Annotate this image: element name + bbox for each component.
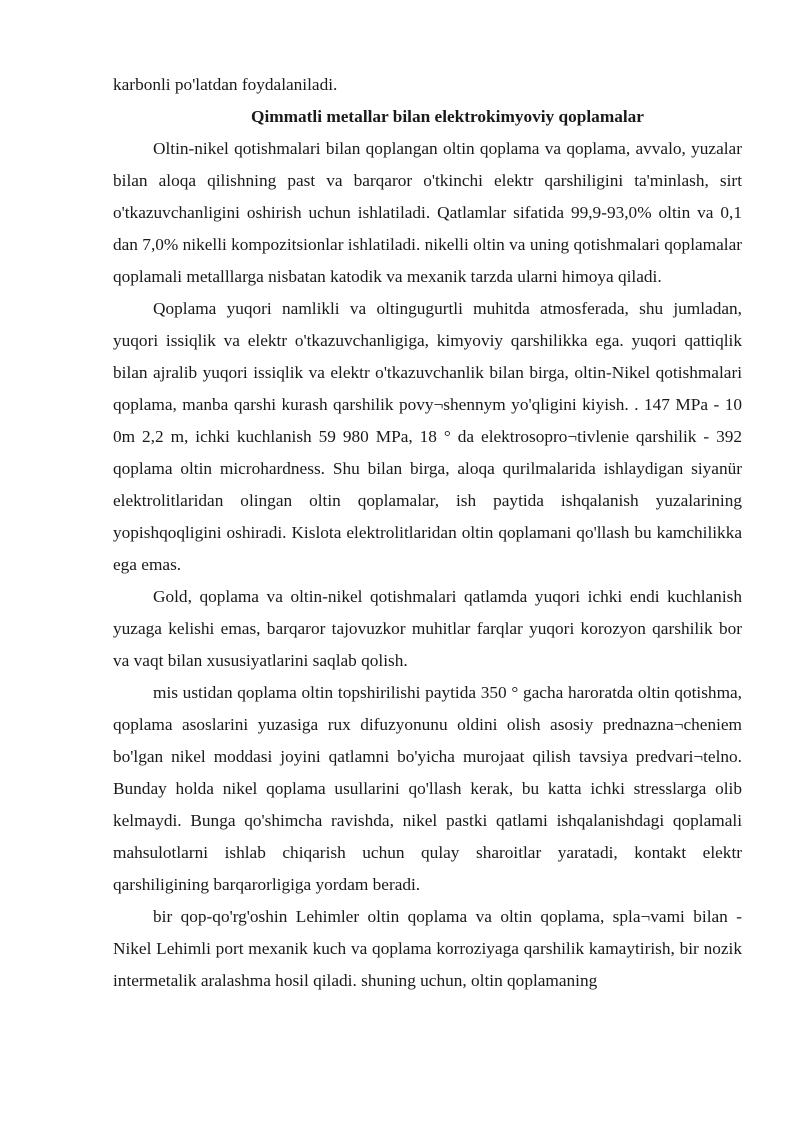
paragraph-2: Qoplama yuqori namlikli va oltingugurtli muhitda atmosferada, shu jumladan, yuqori issiqlik va elektr o'tkazuvchanligiga, kimyoviy qarshilikka ega. yuqori qattiqlik bilan ajralib yuqori issiqlik va elektr o'tkazuvchanlik bilan birga, oltin-Nikel qotishmalari qoplama, manba qarshi kurash qarshilik povy¬shennym yo'qligini kiyish. . 147 MPa - 10 0m 2,2 m, ichki kuchlanish 59 980 MPa, 18 ° da elektrosopro¬tivlenie qarshilik - 392 qoplama oltin microhardness. Shu bilan birga, aloqa qurilmalarida ishlaydigan siyanür elektrolitlaridan olingan oltin qoplamalar, ish paytida ishqalanish yuzalarining yopishqoqligini oshiradi. Kislota elektrolitlaridan oltin qoplamani qo'llash bu kamchilikka ega emas.	[113, 299, 742, 574]
paragraph-3: Gold, qoplama va oltin-nikel qotishmalari qatlamda yuqori ichki endi kuchlanish yuzaga kelishi emas, barqaror tajovuzkor muhitlar farqlar yuqori korozyon qarshilik bor va vaqt bilan xususiyatlarini saqlab qolish.	[113, 587, 742, 670]
paragraph-4: mis ustidan qoplama oltin topshirilishi paytida 350 ° gacha haroratda oltin qotishma, qoplama asoslarini yuzasiga rux difuzyonunu oldini olish asosiy prednazna¬cheniem bo'lgan nikel moddasi joyini qatlamni bo'yicha murojaat qilish tavsiya predvari¬telno. Bunday holda nikel qoplama usullarini qo'llash kerak, bu katta ichki stresslarga olib kelmaydi. Bunga qo'shimcha ravishda, nikel pastki qatlami ishqalanishdagi qoplamali mahsulotlarni ishlab chiqarish uchun qulay sharoitlar yaratadi, kontakt elektr qarshiligining barqarorligiga yordam beradi.	[113, 683, 742, 894]
section-heading: Qimmatli metallar bilan elektrokimyoviy qoplamalar	[251, 107, 644, 126]
lead-line: karbonli po'latdan foydalaniladi.	[113, 75, 338, 94]
document-page	[113, 69, 742, 997]
paragraph-5: bir qop-qo'rg'oshin Lehimler oltin qoplama va oltin qoplama, spla¬vami bilan - Nikel Lehimli port mexanik kuch va qoplama korroziyaga qarshilik kamaytirish, bir nozik intermetalik aralashma hosil qiladi. shuning uchun, oltin qoplamaning	[113, 907, 742, 990]
paragraph-1: Oltin-nikel qotishmalari bilan qoplangan oltin qoplama va qoplama, avvalo, yuzalar bilan aloqa qilishning past va barqaror o'tkinchi elektr qarshiligini ta'minlash, sirt o'tkazuvchanligini oshirish uchun ishlatiladi. Qatlamlar sifatida 99,9-93,0% oltin va 0,1 dan 7,0% nikelli kompozitsionlar ishlatiladi. nikelli oltin va uning qotishmalari qoplamalar qoplamali metalllarga nisbatan katodik va mexanik tarzda ularni himoya qiladi.	[113, 139, 742, 286]
